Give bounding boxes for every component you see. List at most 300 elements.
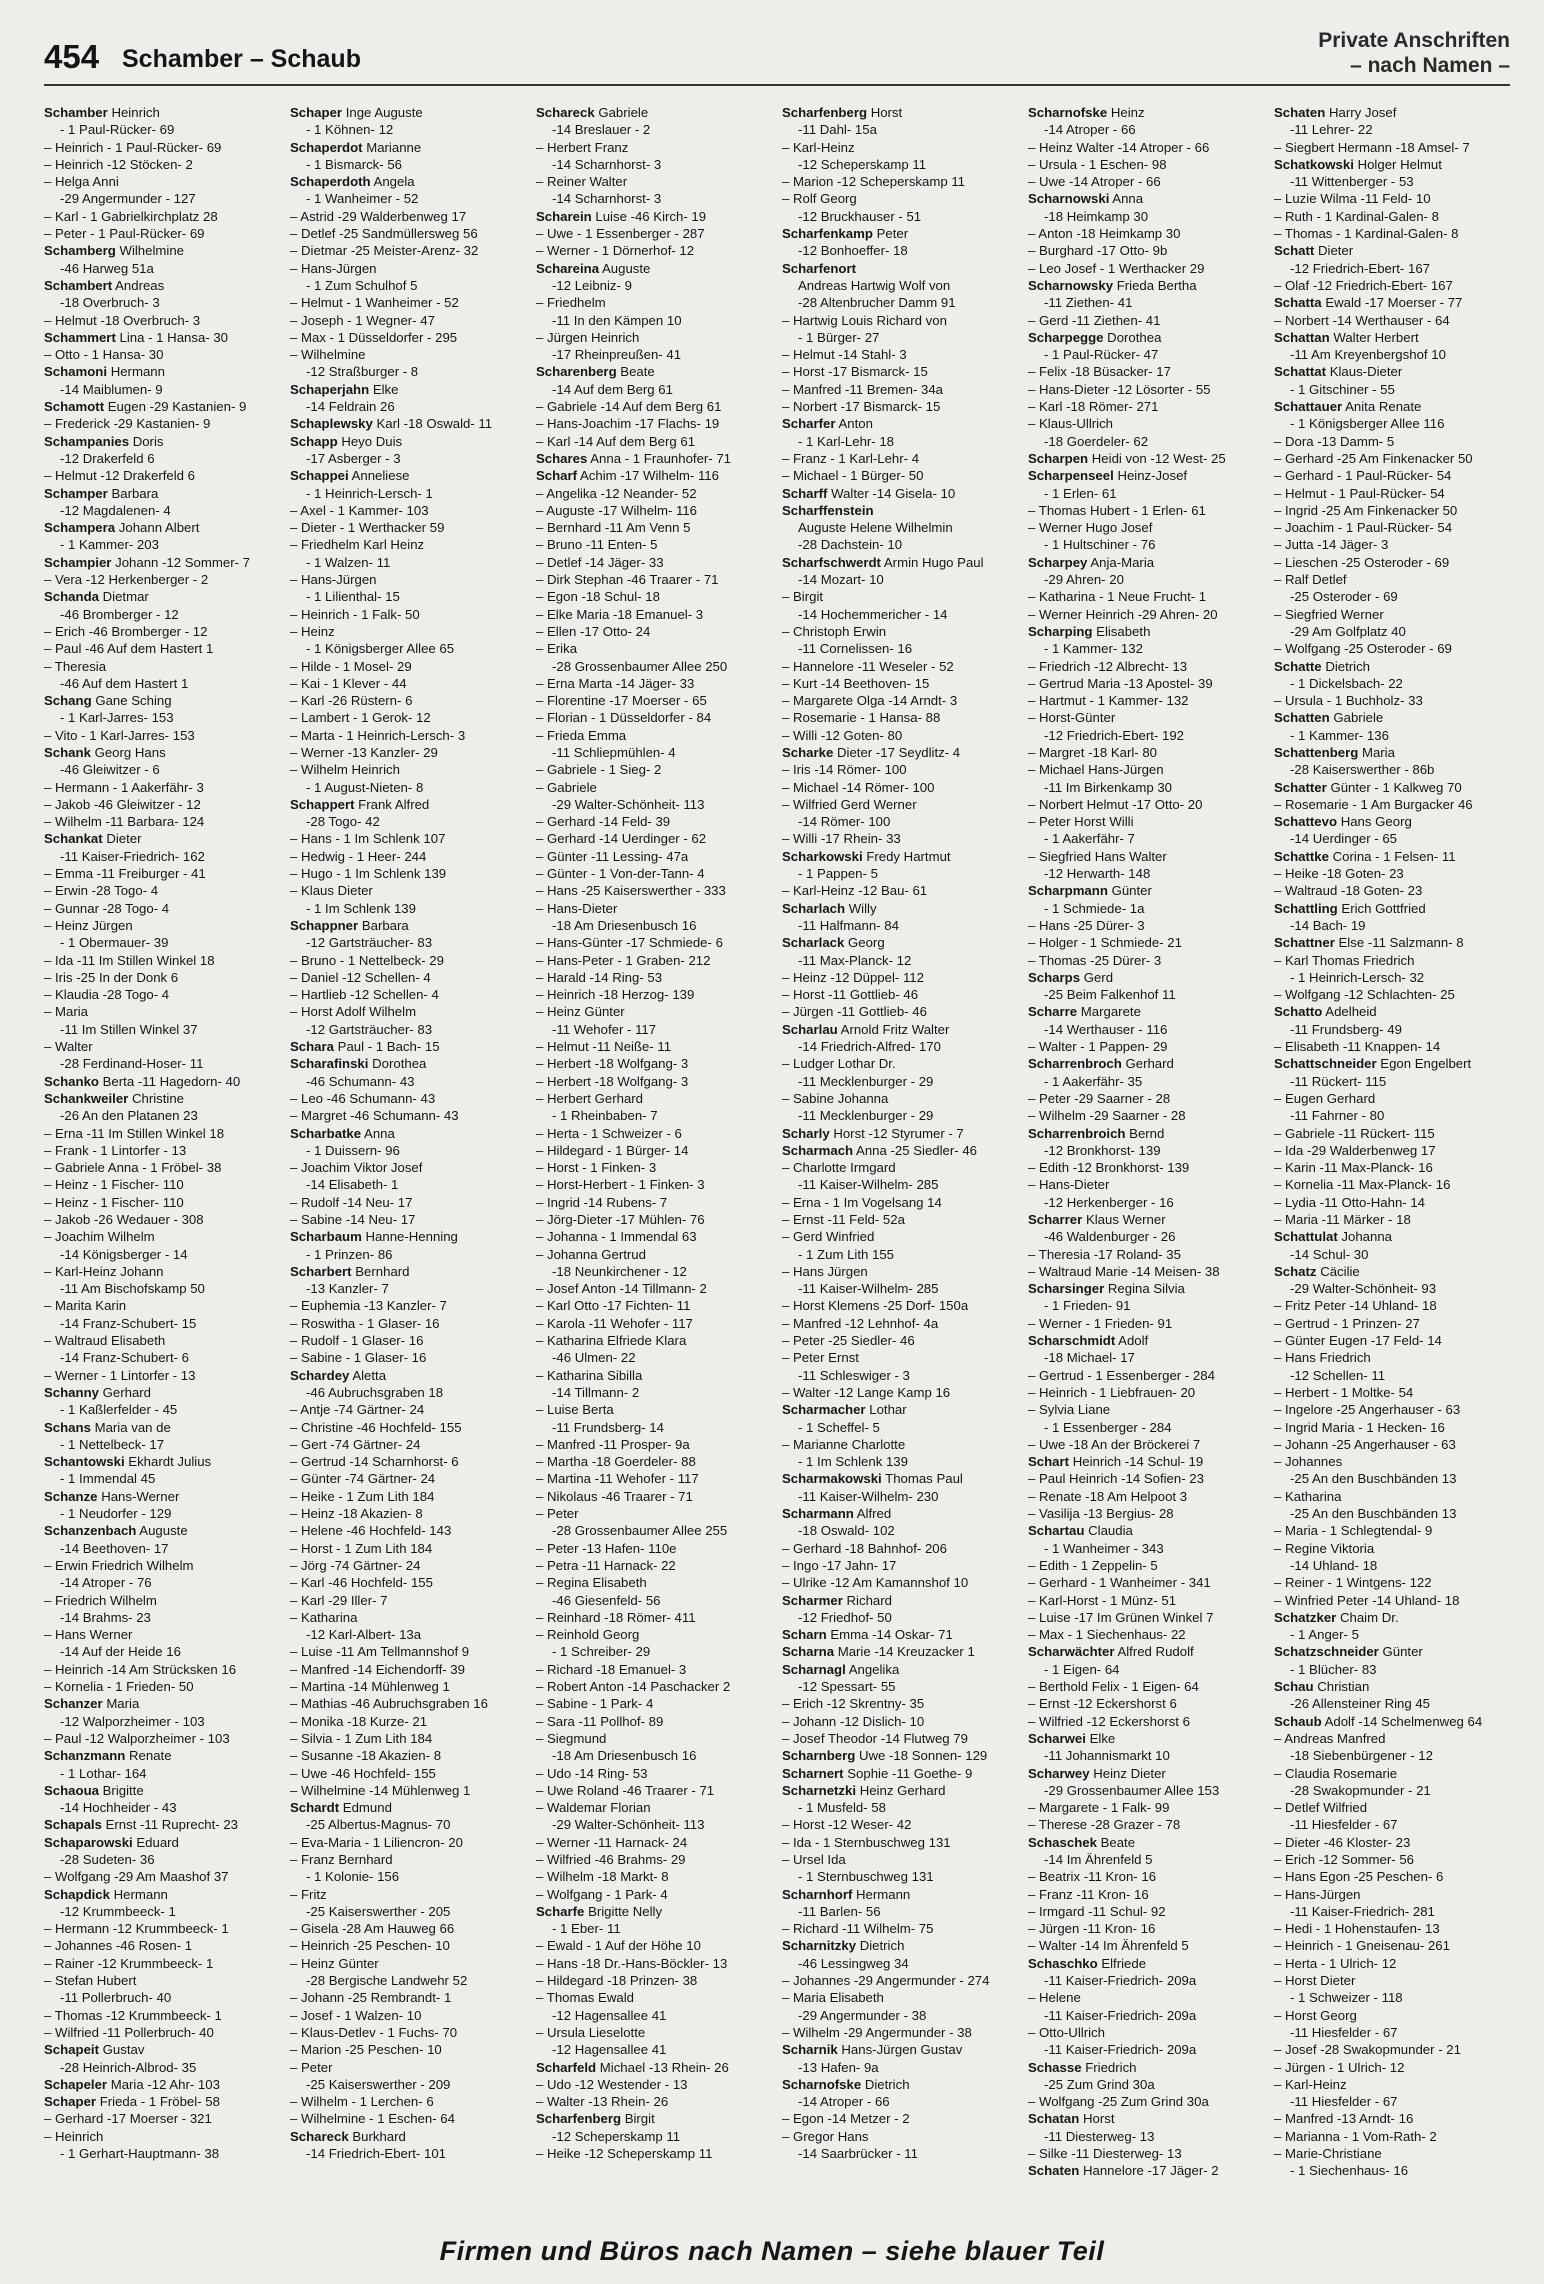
directory-entry bbox=[44, 1436, 280, 1453]
directory-entry bbox=[290, 1176, 526, 1193]
entry-text: Heinz-Josef bbox=[1117, 468, 1188, 484]
entry-text: – Jakob -46 Gleiwitzer - 12 bbox=[44, 796, 201, 812]
directory-entry bbox=[536, 761, 772, 778]
entry-text: Regina Silvia bbox=[1107, 1281, 1185, 1297]
directory-entry bbox=[290, 1436, 526, 1453]
directory-entry bbox=[1274, 1073, 1510, 1090]
directory-entry bbox=[44, 1626, 280, 1643]
directory-entry bbox=[44, 398, 280, 415]
directory-entry bbox=[1274, 1903, 1510, 1920]
directory-entry bbox=[44, 1851, 280, 1868]
directory-column bbox=[782, 104, 1018, 2204]
directory-entry bbox=[1028, 1747, 1264, 1764]
directory-entry bbox=[1028, 1073, 1264, 1090]
directory-entry bbox=[1274, 415, 1510, 432]
entry-text: – Daniel -12 Schellen- 4 bbox=[290, 969, 431, 985]
entry-text: - 1 Zum Schulhof 5 bbox=[306, 277, 418, 293]
entry-text: – Horst Adolf Wilhelm bbox=[290, 1004, 417, 1020]
directory-entry bbox=[1028, 1246, 1264, 1263]
entry-text: – Erich -46 Bromberger - 12 bbox=[44, 623, 208, 639]
directory-entry bbox=[290, 1868, 526, 1885]
entry-text: – Dora -13 Damm- 5 bbox=[1274, 433, 1395, 449]
entry-text: – Walter -14 Im Ährenfeld 5 bbox=[1028, 1938, 1189, 1954]
entry-text: -14 Beethoven- 17 bbox=[60, 1540, 169, 1556]
directory-entry bbox=[1028, 467, 1264, 484]
directory-entry bbox=[1028, 1470, 1264, 1487]
directory-entry bbox=[782, 1730, 1018, 1747]
entry-text: – Hermann -12 Krummbeeck- 1 bbox=[44, 1921, 229, 1937]
entry-text: – Udo -12 Westender - 13 bbox=[536, 2076, 688, 2092]
entry-text: – Hans Friedrich bbox=[1274, 1350, 1371, 1366]
directory-entry bbox=[44, 1713, 280, 1730]
directory-entry bbox=[536, 675, 772, 692]
directory-entry bbox=[1028, 1332, 1264, 1349]
directory-entry bbox=[44, 1661, 280, 1678]
directory-entry bbox=[290, 1678, 526, 1695]
directory-entry bbox=[44, 1747, 280, 1764]
directory-entry bbox=[1274, 830, 1510, 847]
surname: Schart bbox=[1028, 1454, 1070, 1470]
directory-entry bbox=[1274, 1522, 1510, 1539]
entry-text: Hans Georg bbox=[1340, 814, 1412, 830]
directory-entry bbox=[536, 1332, 772, 1349]
directory-entry bbox=[782, 1125, 1018, 1142]
directory-entry bbox=[782, 986, 1018, 1003]
entry-text: Beate bbox=[1100, 1834, 1136, 1850]
directory-entry bbox=[290, 1799, 526, 1816]
directory-entry bbox=[290, 623, 526, 640]
entry-text: – Claudia Rosemarie bbox=[1274, 1765, 1398, 1781]
directory-entry bbox=[44, 2007, 280, 2024]
entry-text: – Gertrud -14 Scharnhorst- 6 bbox=[290, 1454, 459, 1470]
directory-entry bbox=[1028, 1349, 1264, 1366]
entry-text: Corina - 1 Felsen- 11 bbox=[1332, 848, 1456, 864]
directory-entry bbox=[1028, 1419, 1264, 1436]
entry-text: -14 Maiblumen- 9 bbox=[60, 381, 163, 397]
directory-entry bbox=[44, 242, 280, 259]
surname: Scharnowsky bbox=[1028, 277, 1114, 293]
entry-text: – Rosemarie - 1 Hansa- 88 bbox=[782, 710, 941, 726]
entry-text: -11 Ziethen- 41 bbox=[1044, 295, 1133, 311]
directory-entry bbox=[1274, 1315, 1510, 1332]
entry-text: -14 Saarbrücker - 11 bbox=[798, 2146, 918, 2162]
directory-entry bbox=[782, 917, 1018, 934]
directory-entry bbox=[44, 225, 280, 242]
entry-text: – Uwe -46 Hochfeld- 155 bbox=[290, 1765, 436, 1781]
directory-entry bbox=[1274, 346, 1510, 363]
directory-entry bbox=[536, 242, 772, 259]
directory-entry bbox=[536, 1834, 772, 1851]
entry-text: – Horst-Günter bbox=[1028, 710, 1116, 726]
entry-text: – Marta - 1 Heinrich-Lersch- 3 bbox=[290, 727, 466, 743]
entry-text: – Fritz bbox=[290, 1886, 327, 1902]
directory-entry bbox=[44, 1834, 280, 1851]
entry-text: – Heinrich -14 Am Strücksken 16 bbox=[44, 1661, 237, 1677]
entry-text: - 1 Bürger- 27 bbox=[798, 329, 880, 345]
directory-entry bbox=[1028, 1107, 1264, 1124]
entry-text: -11 Schleswiger - 3 bbox=[798, 1367, 910, 1383]
entry-text: – Walter bbox=[44, 1039, 93, 1055]
entry-text: -12 Herwarth- 148 bbox=[1044, 866, 1151, 882]
directory-entry bbox=[1274, 1263, 1510, 1280]
entry-text: -29 Angermunder - 38 bbox=[798, 2007, 927, 2023]
entry-text: Birgit bbox=[624, 2111, 655, 2127]
entry-text: – Roswitha - 1 Glaser- 16 bbox=[290, 1315, 440, 1331]
directory-entry bbox=[44, 1592, 280, 1609]
entry-text: – Hans Egon -25 Peschen- 6 bbox=[1274, 1869, 1444, 1885]
directory-entry bbox=[290, 381, 526, 398]
directory-entry bbox=[782, 225, 1018, 242]
directory-entry bbox=[290, 1125, 526, 1142]
entry-text: – Martina -11 Wehofer - 117 bbox=[536, 1471, 699, 1487]
entry-text: – Werner -11 Harnack- 24 bbox=[536, 1834, 688, 1850]
directory-entry bbox=[290, 1073, 526, 1090]
directory-entry bbox=[782, 1194, 1018, 1211]
surname: Schatta bbox=[1274, 295, 1322, 311]
entry-text: -14 Franz-Schubert- 15 bbox=[60, 1315, 197, 1331]
directory-entry bbox=[1028, 2128, 1264, 2145]
directory-entry bbox=[1274, 1955, 1510, 1972]
directory-entry bbox=[290, 727, 526, 744]
entry-text: Dorothea bbox=[372, 1056, 427, 1072]
directory-entry bbox=[290, 190, 526, 207]
entry-text: – Herbert Franz bbox=[536, 139, 629, 155]
entry-text: – Vasilija -13 Bergius- 28 bbox=[1028, 1506, 1174, 1522]
directory-entry bbox=[290, 2128, 526, 2145]
directory-entry bbox=[1028, 727, 1264, 744]
surname: Schareck bbox=[536, 105, 595, 120]
directory-entry bbox=[44, 1332, 280, 1349]
entry-text: – Lydia -11 Otto-Hahn- 14 bbox=[1274, 1194, 1426, 1210]
directory-entry bbox=[782, 588, 1018, 605]
entry-text: - 1 Kaßlerfelder - 45 bbox=[60, 1402, 178, 1418]
entry-text: -14 Bach- 19 bbox=[1290, 917, 1366, 933]
directory-entry bbox=[782, 1989, 1018, 2006]
directory-entry bbox=[290, 1937, 526, 1954]
entry-text: – Sabine -14 Neu- 17 bbox=[290, 1212, 416, 1227]
entry-text: – Friedrich Wilhelm bbox=[44, 1592, 157, 1608]
directory-entry bbox=[1274, 744, 1510, 761]
surname: Schaten bbox=[1028, 2163, 1080, 2179]
directory-entry bbox=[536, 1349, 772, 1366]
entry-text: – Martina -14 Mühlenweg 1 bbox=[290, 1679, 450, 1695]
entry-text: - 1 Kolonie- 156 bbox=[306, 1869, 400, 1885]
entry-text: -28 Grossenbaumer Allee 255 bbox=[552, 1523, 728, 1539]
entry-text: Günter bbox=[1382, 1644, 1423, 1660]
directory-entry bbox=[536, 554, 772, 571]
directory-entry bbox=[1028, 294, 1264, 311]
directory-entry bbox=[1028, 433, 1264, 450]
entry-text: – Franz -11 Kron- 16 bbox=[1028, 1886, 1149, 1902]
entry-text: -12 Walporzheimer - 103 bbox=[60, 1713, 205, 1729]
directory-entry bbox=[1028, 952, 1264, 969]
directory-entry bbox=[536, 104, 772, 121]
entry-text: - 1 Immendal 45 bbox=[60, 1471, 156, 1487]
entry-text: -12 Gartsträucher- 83 bbox=[306, 1021, 433, 1037]
directory-entry bbox=[536, 312, 772, 329]
directory-entry bbox=[1274, 329, 1510, 346]
entry-text: – Thomas Hubert - 1 Erlen- 61 bbox=[1028, 502, 1206, 518]
directory-entry bbox=[290, 104, 526, 121]
directory-entry bbox=[290, 813, 526, 830]
directory-entry bbox=[1274, 2024, 1510, 2041]
entry-text: - 1 Köhnen- 12 bbox=[306, 122, 394, 138]
directory-entry bbox=[44, 779, 280, 796]
directory-entry bbox=[536, 1297, 772, 1314]
entry-text: Berta -11 Hagedorn- 40 bbox=[102, 1073, 241, 1089]
surname: Scharmacher bbox=[782, 1402, 866, 1418]
entry-text: – Maria bbox=[44, 1004, 88, 1020]
directory-entry bbox=[536, 1470, 772, 1487]
directory-entry bbox=[44, 1073, 280, 1090]
directory-entry bbox=[536, 536, 772, 553]
entry-text: – Frederick -29 Kastanien- 9 bbox=[44, 416, 211, 432]
directory-entry bbox=[290, 415, 526, 432]
entry-text: – Heike - 1 Zum Lith 184 bbox=[290, 1488, 435, 1504]
entry-text: – Paul -12 Walporzheimer - 103 bbox=[44, 1730, 230, 1746]
directory-entry bbox=[782, 692, 1018, 709]
surname: Scharafinski bbox=[290, 1056, 369, 1072]
entry-text: – Wilfried Gerd Werner bbox=[782, 796, 917, 812]
directory-entry bbox=[1028, 1765, 1264, 1782]
directory-entry bbox=[782, 1228, 1018, 1245]
entry-text: Anton bbox=[838, 416, 873, 432]
surname: Scharfschwerdt bbox=[782, 554, 881, 570]
surname: Scharnberg bbox=[782, 1748, 856, 1764]
surname: Scharein bbox=[536, 208, 592, 224]
directory-entry bbox=[536, 190, 772, 207]
entry-text: – Kornelia -11 Max-Planck- 16 bbox=[1274, 1177, 1451, 1193]
entry-text: -12 Gartsträucher- 83 bbox=[306, 935, 433, 951]
entry-text: – Ingrid -14 Rubens- 7 bbox=[536, 1194, 668, 1210]
entry-text: – Johanna - 1 Immendal 63 bbox=[536, 1229, 697, 1245]
entry-text: – Maria - 1 Schlegtendal- 9 bbox=[1274, 1523, 1433, 1539]
surname: Scharpegge bbox=[1028, 329, 1104, 345]
entry-text: – Manfred -11 Prosper- 9a bbox=[536, 1436, 690, 1452]
directory-entry bbox=[1274, 1419, 1510, 1436]
entry-text: -28 Kaiserswerther - 86b bbox=[1290, 762, 1435, 778]
entry-text: – Elisabeth -11 Knappen- 14 bbox=[1274, 1039, 1441, 1055]
entry-text: – Helmut -18 Overbruch- 3 bbox=[44, 312, 201, 328]
directory-entry bbox=[1028, 1003, 1264, 1020]
entry-text: -14 Römer- 100 bbox=[798, 814, 891, 830]
entry-text: – Johann -12 Dislich- 10 bbox=[782, 1713, 925, 1729]
directory-entry bbox=[782, 1643, 1018, 1660]
entry-text: Eugen -29 Kastanien- 9 bbox=[107, 399, 247, 415]
entry-text: – Uwe -14 Atroper - 66 bbox=[1028, 174, 1161, 190]
entry-text: Burkhard bbox=[352, 2128, 406, 2144]
surname: Schatten bbox=[1274, 710, 1330, 726]
entry-text: – Erika bbox=[536, 641, 578, 657]
directory-entry bbox=[1028, 1834, 1264, 1851]
entry-text: - 1 Eber- 11 bbox=[552, 1921, 621, 1937]
directory-entry bbox=[536, 900, 772, 917]
surname: Schattke bbox=[1274, 848, 1329, 864]
directory-entry bbox=[1274, 121, 1510, 138]
directory-entry bbox=[782, 1851, 1018, 1868]
surname: Schaschek bbox=[1028, 1834, 1097, 1850]
entry-text: – Heinz Günter bbox=[536, 1004, 625, 1020]
entry-text: – Heinrich -18 Herzog- 139 bbox=[536, 987, 695, 1003]
directory-entry bbox=[290, 2145, 526, 2162]
directory-entry bbox=[782, 709, 1018, 726]
directory-column bbox=[1028, 104, 1264, 2204]
entry-text: Bernhard bbox=[355, 1263, 410, 1279]
directory-entry bbox=[536, 1851, 772, 1868]
surname: Scharmakowski bbox=[782, 1471, 882, 1487]
directory-entry bbox=[1274, 900, 1510, 917]
entry-text: - 1 August-Nieten- 8 bbox=[306, 779, 424, 795]
entry-text: – Sabine Johanna bbox=[782, 1090, 889, 1106]
directory-entry bbox=[1028, 692, 1264, 709]
entry-text: – Silvia - 1 Zum Lith 184 bbox=[290, 1730, 433, 1746]
entry-text: -25 An den Buschbänden 13 bbox=[1290, 1471, 1457, 1487]
entry-text: – Joachim - 1 Paul-Rücker- 54 bbox=[1274, 520, 1453, 536]
entry-text: – Wilhelm Heinrich bbox=[290, 762, 400, 778]
surname: Schaplewsky bbox=[290, 416, 373, 432]
entry-text: – Willi -12 Goten- 80 bbox=[782, 727, 903, 743]
directory-entry bbox=[44, 1886, 280, 1903]
directory-entry bbox=[536, 882, 772, 899]
surname: Schamott bbox=[44, 399, 105, 415]
directory-entry bbox=[1274, 865, 1510, 882]
surname: Schattauer bbox=[1274, 399, 1343, 415]
entry-text: Sophie -11 Goethe- 9 bbox=[847, 1765, 973, 1781]
surname: Scharlack bbox=[782, 935, 845, 951]
surname: Schank bbox=[44, 744, 91, 760]
directory-entry bbox=[782, 1868, 1018, 1885]
surname: Scharfenberg bbox=[536, 2111, 622, 2127]
directory-entry bbox=[1274, 796, 1510, 813]
entry-text: – Sabine - 1 Park- 4 bbox=[536, 1696, 654, 1712]
entry-text: – Hans-Günter -17 Schmiede- 6 bbox=[536, 935, 723, 951]
directory-entry bbox=[1028, 156, 1264, 173]
entry-text: – Katharina Sibilla bbox=[536, 1367, 643, 1383]
entry-text: Friedrich bbox=[1085, 2059, 1137, 2075]
directory-entry bbox=[44, 1488, 280, 1505]
surname: Schapals bbox=[44, 1817, 102, 1833]
entry-text: – Luise Berta bbox=[536, 1402, 614, 1418]
directory-entry bbox=[536, 779, 772, 796]
directory-entry bbox=[782, 519, 1018, 536]
entry-text: -28 Ferdinand-Hoser- 11 bbox=[60, 1056, 204, 1072]
directory-entry bbox=[44, 675, 280, 692]
entry-text: - 1 Lothar- 164 bbox=[60, 1765, 147, 1781]
directory-entry bbox=[290, 1782, 526, 1799]
directory-entry bbox=[1274, 952, 1510, 969]
directory-entry bbox=[290, 1903, 526, 1920]
entry-text: Gerhard bbox=[102, 1384, 152, 1400]
directory-entry bbox=[1028, 1176, 1264, 1193]
directory-entry bbox=[1274, 1626, 1510, 1643]
entry-text: – Ewald - 1 Auf der Höhe 10 bbox=[536, 1938, 701, 1954]
entry-text: – Hans - 1 Im Schlenk 107 bbox=[290, 831, 446, 847]
surname: Schares bbox=[536, 450, 588, 466]
directory-entry bbox=[1028, 1713, 1264, 1730]
directory-entry bbox=[290, 1038, 526, 1055]
directory-entry bbox=[1028, 1488, 1264, 1505]
entry-text: – Horst Klemens -25 Dorf- 150a bbox=[782, 1298, 969, 1314]
directory-entry bbox=[782, 1384, 1018, 1401]
directory-entry bbox=[1028, 2110, 1264, 2127]
directory-entry bbox=[1028, 121, 1264, 138]
entry-text: – Heinz -18 Akazien- 8 bbox=[290, 1506, 423, 1522]
directory-entry bbox=[1028, 1592, 1264, 1609]
entry-text: – Emma -11 Freiburger - 41 bbox=[44, 866, 206, 882]
directory-entry bbox=[1274, 2041, 1510, 2058]
entry-text: – Marie-Christiane bbox=[1274, 2146, 1382, 2162]
entry-text: – Ida -11 Im Stillen Winkel 18 bbox=[44, 952, 215, 968]
directory-entry bbox=[44, 1868, 280, 1885]
directory-entry bbox=[1028, 830, 1264, 847]
surname: Scharping bbox=[1028, 623, 1093, 639]
directory-entry bbox=[290, 156, 526, 173]
directory-entry bbox=[1274, 692, 1510, 709]
surname: Schatkowski bbox=[1274, 156, 1354, 172]
entry-text: – Edith -12 Bronkhorst- 139 bbox=[1028, 1160, 1190, 1176]
directory-entry bbox=[782, 2076, 1018, 2093]
entry-text: Brigitte Nelly bbox=[588, 1903, 663, 1919]
entry-text: -14 Schul- 30 bbox=[1290, 1246, 1369, 1262]
directory-entry bbox=[290, 744, 526, 761]
directory-entry bbox=[1028, 1851, 1264, 1868]
entry-text: -11 Mecklenburger - 29 bbox=[798, 1108, 934, 1124]
entry-text: – Wilhelm -29 Angermunder - 38 bbox=[782, 2024, 972, 2040]
directory-entry bbox=[782, 1955, 1018, 1972]
directory-entry bbox=[536, 260, 772, 277]
directory-entry bbox=[1028, 1661, 1264, 1678]
directory-entry bbox=[44, 2059, 280, 2076]
footer-note: Firmen und Büros nach Namen – siehe blauer Teil bbox=[439, 2236, 1105, 2266]
entry-text: Günter bbox=[1111, 883, 1152, 899]
directory-entry bbox=[290, 1816, 526, 1833]
entry-text: -28 Togo- 42 bbox=[306, 814, 380, 830]
directory-entry bbox=[1028, 277, 1264, 294]
surname: Schara bbox=[290, 1039, 334, 1055]
directory-entry bbox=[1274, 1125, 1510, 1142]
entry-text: – Sabine - 1 Glaser- 16 bbox=[290, 1350, 427, 1366]
directory-entry bbox=[290, 986, 526, 1003]
directory-entry bbox=[782, 450, 1018, 467]
entry-text: -14 Friedrich-Ebert- 101 bbox=[306, 2146, 446, 2162]
surname: Schatto bbox=[1274, 1004, 1323, 1020]
directory-entry bbox=[782, 1315, 1018, 1332]
directory-entry bbox=[1028, 813, 1264, 830]
directory-entry bbox=[290, 433, 526, 450]
entry-text: Auguste bbox=[601, 260, 651, 276]
directory-entry bbox=[536, 208, 772, 225]
entry-text: - 1 Schreiber- 29 bbox=[552, 1644, 651, 1660]
directory-entry bbox=[782, 104, 1018, 121]
entry-text: – Hans-Dieter bbox=[1028, 1177, 1110, 1193]
entry-text: Ekhardt Julius bbox=[128, 1454, 212, 1470]
entry-text: – Hilde - 1 Mosel- 29 bbox=[290, 658, 412, 674]
entry-text: -14 Auf der Heide 16 bbox=[60, 1644, 181, 1660]
directory-entry bbox=[782, 1332, 1018, 1349]
directory-entry bbox=[1274, 260, 1510, 277]
directory-entry bbox=[536, 1522, 772, 1539]
directory-columns bbox=[44, 104, 1510, 2204]
surname: Schamber bbox=[44, 105, 108, 120]
directory-entry bbox=[1028, 1021, 1264, 1038]
entry-text: – Waltraud Marie -14 Meisen- 38 bbox=[1028, 1263, 1220, 1279]
entry-text: – Wilhelm -18 Markt- 8 bbox=[536, 1869, 669, 1885]
directory-entry bbox=[782, 969, 1018, 986]
directory-entry bbox=[536, 1695, 772, 1712]
directory-entry bbox=[44, 1246, 280, 1263]
entry-text: - 1 Scheffel- 5 bbox=[798, 1419, 880, 1435]
entry-text: -14 Friedrich-Alfred- 170 bbox=[798, 1039, 941, 1055]
